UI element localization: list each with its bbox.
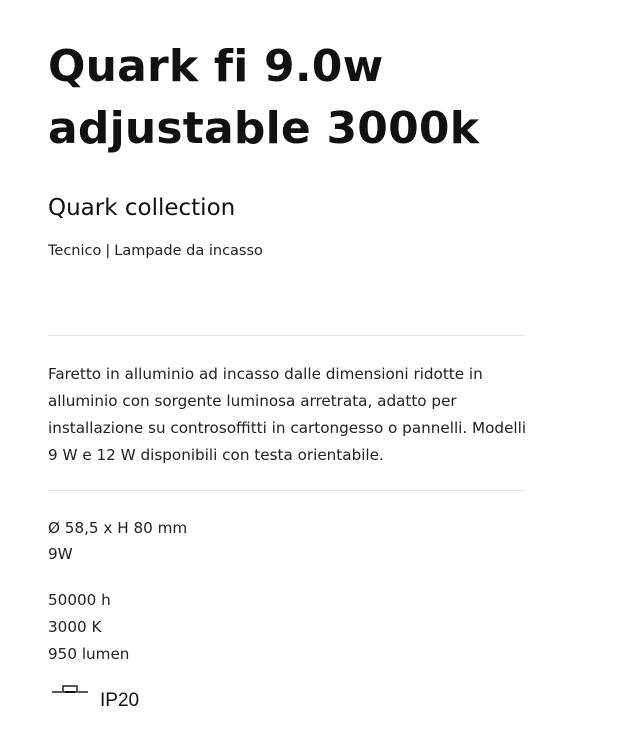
spec-luminous-flux: 950 lumen xyxy=(48,645,130,663)
product-title-line-2: adjustable 3000k xyxy=(48,103,480,154)
product-title-line-1: Quark fi 9.0w xyxy=(48,41,384,92)
spec-dimensions: Ø 58,5 x H 80 mm xyxy=(48,519,188,537)
spec-power: 9W xyxy=(48,545,73,563)
divider-bottom xyxy=(48,490,524,491)
ip-rating xyxy=(52,684,252,716)
divider-top xyxy=(48,335,524,336)
breadcrumb xyxy=(48,241,263,261)
breadcrumb-subcategory[interactable]: Lampade da incasso xyxy=(114,243,263,259)
recessed-ceiling-icon xyxy=(52,684,88,698)
product-description: Faretto in alluminio ad incasso dalle dimensioni ridotte in alluminio con sorgente luminosa arretrata, adatto per installazione su controsoffitti in cartongesso o pannelli. Modelli 9 W e 12 W disponibili con testa orientabile. xyxy=(48,365,527,464)
ip-rating-label: IP20 xyxy=(100,690,140,711)
product-title xyxy=(48,36,608,160)
spec-color-temperature: 3000 K xyxy=(48,618,102,636)
breadcrumb-separator: | xyxy=(105,243,111,259)
collection-title: Quark collection xyxy=(48,195,236,221)
spec-lifetime: 50000 h xyxy=(48,591,111,609)
breadcrumb-category[interactable]: Tecnico xyxy=(48,243,102,259)
